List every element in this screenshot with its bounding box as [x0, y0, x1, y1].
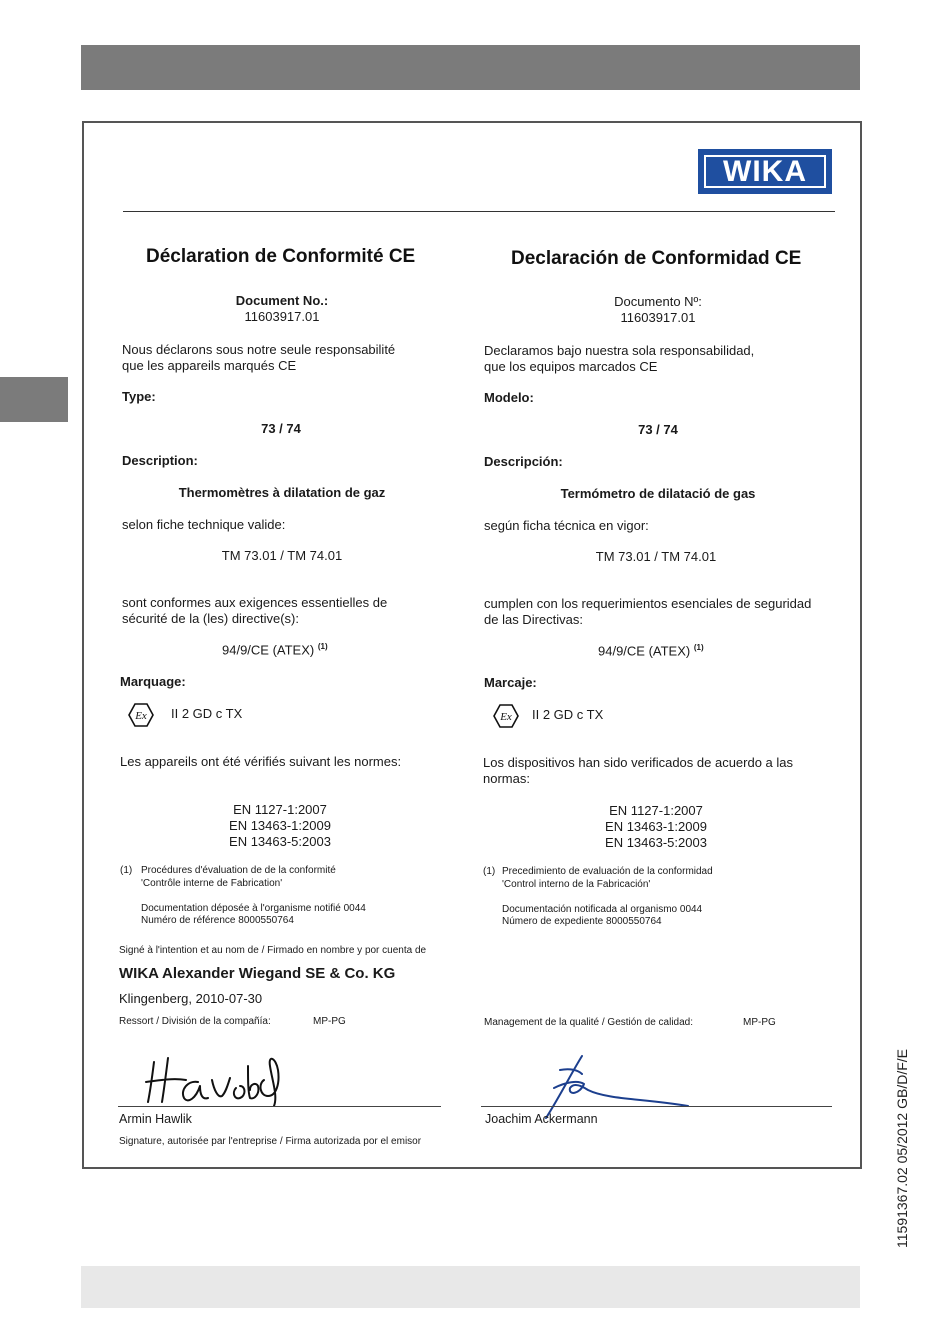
place-date: Klingenberg, 2010-07-30 — [119, 991, 263, 1006]
fr-footnote-line-4: Numéro de référence 8000550764 — [141, 915, 294, 926]
fr-doc-number: 11603917.01 — [244, 309, 320, 324]
signer-left-name: Armin Hawlik — [119, 1112, 192, 1126]
es-desc-label: Descripción: — [484, 454, 563, 469]
es-datasheet-value: TM 73.01 / TM 74.01 — [595, 549, 717, 564]
signature-caption: Signature, autorisée par l'entreprise / Firma autorizada por el emisor — [119, 1136, 422, 1147]
fr-intro-1: Nous déclarons sous notre seule responsabilité — [122, 342, 396, 357]
fr-datasheet-label: selon fiche technique valide: — [122, 517, 286, 532]
es-directive-note: (1) — [693, 643, 704, 652]
es-doc-number: 11603917.01 — [620, 310, 696, 325]
es-directive-text: 94/9/CE (ATEX) — [598, 643, 691, 659]
certificate-frame — [82, 121, 862, 1169]
es-conform-1: cumplen con los requerimientos esenciales de seguridad — [484, 596, 812, 611]
fr-intro-2: que les appareils marqués CE — [122, 358, 297, 373]
division-value: MP-PG — [313, 1016, 346, 1027]
es-datasheet-label: según ficha técnica en vigor: — [484, 518, 649, 533]
fr-marking-value: II 2 GD c TX — [171, 706, 243, 721]
fr-type-label: Type: — [122, 389, 156, 404]
es-intro-2: que los equipos marcados CE — [484, 359, 658, 374]
signing-on-behalf: Signé à l'intention et au nom de / Firmado en nombre y por cuenta de — [119, 945, 427, 956]
fr-doc-label: Document No.: — [235, 293, 329, 308]
es-footnote-line-4: Número de expediente 8000550764 — [502, 916, 662, 927]
fr-conform-2: sécurité de la (les) directive(s): — [122, 611, 299, 626]
es-norm-3: EN 13463-5:2003 — [605, 835, 707, 850]
es-norm-2: EN 13463-1:2009 — [605, 819, 707, 834]
es-footnote-line-2: 'Control interno de la Fabricación' — [502, 879, 651, 890]
fr-norm-3: EN 13463-5:2003 — [229, 834, 331, 849]
es-doc-label: Documento Nº: — [614, 294, 702, 309]
es-norm-1: EN 1127-1:2007 — [609, 803, 703, 818]
division-label: Ressort / División de la compañía: — [119, 1016, 271, 1027]
document-code: 11591367.02 05/2012 GB/D/F/E — [894, 1049, 910, 1248]
es-title: Declaración de Conformidad CE — [511, 248, 802, 269]
ex-hexagon-icon — [493, 704, 519, 728]
fr-datasheet-value: TM 73.01 / TM 74.01 — [221, 548, 343, 563]
fr-conform-1: sont conformes aux exigences essentielles de — [122, 595, 388, 610]
fr-footnote-line-2: 'Contrôle interne de Fabrication' — [141, 878, 283, 889]
side-tab — [0, 377, 68, 422]
es-desc-value: Termómetro de dilatació de gas — [560, 486, 756, 501]
logo-text: WIKA — [704, 155, 826, 188]
wika-logo — [698, 149, 832, 194]
svg-text:Ex: Ex — [500, 711, 512, 723]
fr-directive — [222, 642, 328, 657]
company-name: WIKA Alexander Wiegand SE & Co. KG — [119, 965, 396, 982]
fr-norms-intro: Les appareils ont été vérifiés suivant les normes: — [120, 754, 402, 769]
es-conform-2: de las Directivas: — [484, 612, 583, 627]
signature-line-right — [481, 1106, 832, 1107]
signer-right-name: Joachim Ackermann — [485, 1112, 598, 1126]
fr-norm-2: EN 13463-1:2009 — [229, 818, 331, 833]
fr-marking-label: Marquage: — [120, 674, 186, 689]
es-footnote-line-3: Documentación notificada al organismo 0044 — [502, 904, 703, 915]
fr-directive-text: 94/9/CE (ATEX) — [222, 642, 315, 658]
signature-left-image — [140, 1040, 300, 1110]
fr-footnote-line-1: Procédures d'évaluation de de la conformité — [141, 865, 336, 876]
es-type-value: 73 / 74 — [638, 422, 678, 437]
es-norms-intro-2: normas: — [483, 771, 530, 786]
es-marking-value: II 2 GD c TX — [532, 707, 604, 722]
es-intro-1: Declaramos bajo nuestra sola responsabilidad, — [484, 343, 755, 358]
fr-directive-note: (1) — [317, 642, 328, 651]
header-bar — [81, 45, 860, 90]
es-footnote-number: (1) — [483, 866, 496, 877]
es-norms-intro-1: Los dispositivos han sido verificados de acuerdo a las — [483, 755, 794, 770]
ex-hexagon-icon — [128, 703, 154, 727]
fr-desc-label: Description: — [122, 453, 198, 468]
es-directive — [598, 643, 704, 658]
fr-type-value: 73 / 74 — [261, 421, 301, 436]
quality-label: Management de la qualité / Gestión de calidad: — [484, 1017, 694, 1028]
fr-footnote-number: (1) — [120, 865, 133, 876]
quality-value: MP-PG — [743, 1017, 776, 1028]
signature-line-left — [118, 1106, 441, 1107]
es-type-label: Modelo: — [484, 390, 534, 405]
fr-footnote-line-3: Documentation déposée à l'organisme notifié 0044 — [141, 903, 366, 914]
svg-text:Ex: Ex — [135, 710, 147, 722]
es-marking-label: Marcaje: — [484, 675, 537, 690]
fr-norm-1: EN 1127-1:2007 — [233, 802, 327, 817]
fr-desc-value: Thermomètres à dilatation de gaz — [178, 485, 386, 500]
header-rule — [123, 211, 835, 212]
footer-bar — [81, 1266, 860, 1308]
fr-title: Déclaration de Conformité CE — [146, 246, 416, 267]
es-footnote-line-1: Precedimiento de evaluación de la conformidad — [502, 866, 713, 877]
